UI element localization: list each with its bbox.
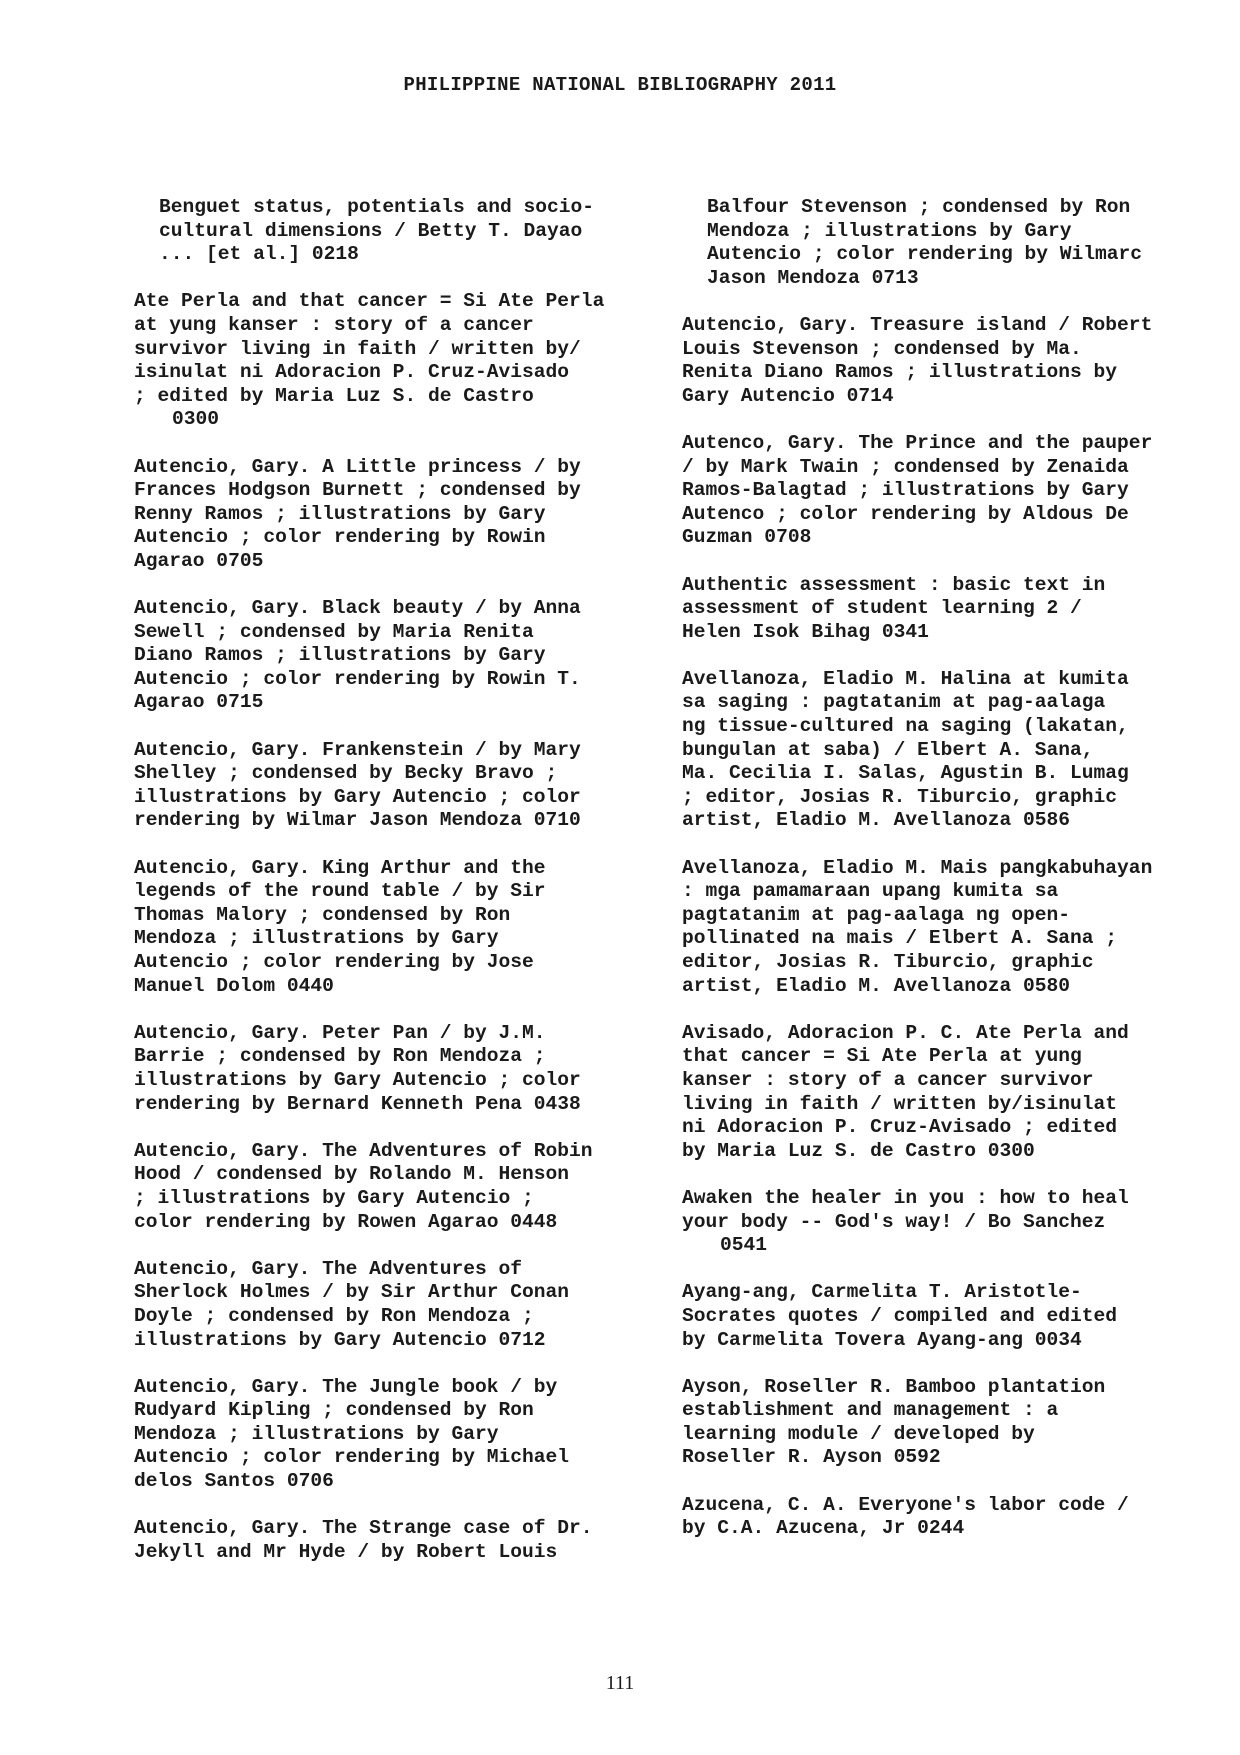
entry-heading-line: Azucena, C. A. Everyone's labor code / [682, 1493, 1129, 1516]
entry-line: Benguet status, potentials and socio- [159, 196, 595, 218]
bibliography-entry [134, 597, 654, 715]
page-number: 111 [605, 1672, 635, 1694]
entry-line: Sewell ; condensed by Maria Renita [134, 620, 534, 643]
entry-line: 0541 [720, 1234, 768, 1257]
entry-line: Agarao 0705 [134, 549, 264, 572]
entry-line: illustrations by Gary Autencio 0712 [134, 1328, 546, 1351]
entry-line: Agarao 0715 [134, 691, 264, 714]
entry-line: rendering by Wilmar Jason Mendoza 0710 [134, 809, 581, 832]
entry-line: Louis Stevenson ; condensed by Ma. [682, 337, 1082, 360]
entry-line: Rudyard Kipling ; condensed by Ron [134, 1399, 534, 1422]
entry-line: Diano Ramos ; illustrations by Gary [134, 644, 546, 667]
entry-line: ni Adoracion P. Cruz-Avisado ; edited [682, 1116, 1118, 1139]
left-column [134, 196, 654, 1588]
entry-line: ng tissue-cultured na saging (lakatan, [682, 715, 1129, 738]
entry-line: survivor living in faith / written by/ [134, 337, 581, 360]
bibliography-entry [134, 1376, 654, 1494]
entry-line: bungulan at saba) / Elbert A. Sana, [682, 738, 1094, 761]
entry-line: by C.A. Azucena, Jr 0244 [682, 1517, 965, 1540]
entry-heading-line: Ate Perla and that cancer = Si Ate Perla [134, 290, 605, 313]
entry-line: pollinated na mais / Elbert A. Sana ; [682, 927, 1118, 950]
entry-line: pagtatanim at pag-aalaga ng open- [682, 903, 1071, 926]
entry-line: at yung kanser : story of a cancer [134, 313, 534, 336]
entry-line: ; illustrations by Gary Autencio ; [134, 1186, 534, 1209]
bibliography-entry [682, 196, 1202, 290]
entry-line: editor, Josias R. Tiburcio, graphic [682, 951, 1094, 973]
entry-line: Sherlock Holmes / by Sir Arthur Conan [134, 1281, 570, 1304]
entry-line: artist, Eladio M. Avellanoza 0586 [682, 809, 1071, 832]
bibliography-entry [134, 1258, 654, 1352]
entry-heading-line: Avisado, Adoracion P. C. Ate Perla and [682, 1021, 1129, 1044]
bibliography-entry [134, 739, 654, 833]
bibliography-entry [682, 432, 1202, 550]
entry-line: cultural dimensions / Betty T. Dayao [159, 219, 583, 242]
entry-heading-line: Authentic assessment : basic text in [682, 573, 1106, 596]
entry-line: / by Mark Twain ; condensed by Zenaida [682, 455, 1129, 478]
entry-heading-line: Autencio, Gary. Treasure island / Robert [682, 313, 1153, 336]
entry-line: assessment of student learning 2 / [682, 597, 1082, 620]
entry-heading-line: Autencio, Gary. The Strange case of Dr. [134, 1517, 593, 1540]
bibliography-entry [682, 857, 1202, 999]
entry-line: living in faith / written by/isinulat [682, 1092, 1118, 1115]
bibliography-entry [134, 1517, 654, 1564]
entry-line: ; editor, Josias R. Tiburcio, graphic [682, 785, 1118, 808]
entry-line: isinulat ni Adoracion P. Cruz-Avisado [134, 361, 570, 384]
entry-heading-line: Autencio, Gary. Peter Pan / by J.M. [134, 1021, 546, 1044]
right-column [682, 196, 1202, 1564]
entry-line: Ramos-Balagtad ; illustrations by Gary [682, 479, 1129, 502]
entry-heading-line: Avellanoza, Eladio M. Halina at kumita [682, 667, 1129, 690]
bibliography-entry [682, 574, 1202, 645]
bibliography-entry [682, 1281, 1202, 1352]
entry-line: that cancer = Si Ate Perla at yung [682, 1045, 1082, 1068]
bibliography-entry [682, 1022, 1202, 1164]
entry-line: Ma. Cecilia I. Salas, Agustin B. Lumag [682, 762, 1129, 785]
entry-line: artist, Eladio M. Avellanoza 0580 [682, 974, 1071, 997]
entry-line: ... [et al.] 0218 [159, 243, 359, 266]
bibliography-entry [134, 1022, 654, 1116]
entry-heading-line: Autencio, Gary. A Little princess / by [134, 455, 581, 478]
entry-heading-line: Awaken the healer in you : how to heal [682, 1186, 1129, 1209]
entry-line: Socrates quotes / compiled and edited [682, 1304, 1118, 1327]
bibliography-entry [682, 668, 1202, 833]
entry-line: Mendoza ; illustrations by Gary [134, 1422, 499, 1445]
entry-line: Barrie ; condensed by Ron Mendoza ; [134, 1045, 546, 1068]
entry-heading-line: Autencio, Gary. Black beauty / by Anna [134, 597, 581, 620]
entry-line: color rendering by Rowen Agarao 0448 [134, 1210, 558, 1233]
entry-line: Doyle ; condensed by Ron Mendoza ; [134, 1304, 534, 1327]
bibliography-entry [682, 1187, 1202, 1258]
entry-heading-line: Autencio, Gary. Frankenstein / by Mary [134, 738, 581, 761]
entry-line: Autenco ; color rendering by Aldous De [682, 502, 1129, 525]
entry-line: establishment and management : a [682, 1399, 1059, 1422]
entry-line: Renny Ramos ; illustrations by Gary [134, 502, 546, 525]
entry-line: 0300 [172, 408, 220, 431]
entry-heading-line: Ayson, Roseller R. Bamboo plantation [682, 1375, 1106, 1398]
entry-line: Jason Mendoza 0713 [707, 266, 919, 289]
bibliography-entry [134, 1140, 654, 1234]
bibliography-entry [134, 290, 654, 432]
bibliography-entry [134, 857, 654, 999]
entry-heading-line: Ayang-ang, Carmelita T. Aristotle- [682, 1281, 1082, 1304]
entry-line: your body -- God's way! / Bo Sanchez [682, 1210, 1106, 1233]
entry-line: Frances Hodgson Burnett ; condensed by [134, 479, 581, 502]
bibliography-entry [682, 1494, 1202, 1541]
entry-line: by Maria Luz S. de Castro 0300 [682, 1139, 1035, 1162]
entry-line: delos Santos 0706 [134, 1470, 334, 1493]
entry-line: Guzman 0708 [682, 526, 812, 549]
entry-line: rendering by Bernard Kenneth Pena 0438 [134, 1092, 581, 1115]
entry-heading-line: Avellanoza, Eladio M. Mais pangkabuhayan [682, 856, 1153, 879]
entry-line: legends of the round table / by Sir [134, 880, 546, 903]
entry-line: illustrations by Gary Autencio ; color [134, 785, 581, 808]
entry-line: Shelley ; condensed by Becky Bravo ; [134, 762, 558, 785]
entry-line: by Carmelita Tovera Ayang-ang 0034 [682, 1328, 1082, 1351]
entry-line: Autencio ; color rendering by Rowin T. [134, 667, 581, 690]
entry-line: Jekyll and Mr Hyde / by Robert Louis [134, 1540, 558, 1563]
entry-line: Mendoza ; illustrations by Gary [707, 219, 1072, 242]
entry-line: Thomas Malory ; condensed by Ron [134, 903, 511, 926]
entry-line: kanser : story of a cancer survivor [682, 1068, 1094, 1091]
entry-line: Hood / condensed by Rolando M. Henson [134, 1163, 570, 1186]
entry-line: illustrations by Gary Autencio ; color [134, 1068, 581, 1091]
entry-line: learning module / developed by [682, 1422, 1035, 1445]
entry-line: Renita Diano Ramos ; illustrations by [682, 361, 1118, 384]
entry-heading-line: Autencio, Gary. The Adventures of Robin [134, 1139, 593, 1162]
entry-heading-line: Autencio, Gary. The Adventures of [134, 1257, 523, 1280]
entry-line: Gary Autencio 0714 [682, 384, 894, 407]
bibliography-entry [134, 196, 654, 267]
entry-line: ; edited by Maria Luz S. de Castro [134, 384, 534, 407]
entry-line: Balfour Stevenson ; condensed by Ron [707, 196, 1131, 218]
bibliography-entry [134, 456, 654, 574]
entry-line: Helen Isok Bihag 0341 [682, 620, 929, 643]
entry-heading-line: Autenco, Gary. The Prince and the pauper [682, 431, 1153, 454]
entry-line: Autencio ; color rendering by Wilmarc [707, 243, 1143, 266]
entry-line: Roseller R. Ayson 0592 [682, 1446, 941, 1469]
entry-line: Autencio ; color rendering by Michael [134, 1446, 570, 1469]
bibliography-entry [682, 1376, 1202, 1470]
entry-line: sa saging : pagtatanim at pag-aalaga [682, 691, 1106, 714]
entry-line: Mendoza ; illustrations by Gary [134, 927, 499, 950]
entry-line: Manuel Dolom 0440 [134, 974, 334, 997]
entry-heading-line: Autencio, Gary. King Arthur and the [134, 856, 546, 879]
bibliography-entry [682, 314, 1202, 408]
entry-line: Autencio ; color rendering by Rowin [134, 526, 546, 549]
entry-line: Autencio ; color rendering by Jose [134, 951, 534, 973]
running-header: PHILIPPINE NATIONAL BIBLIOGRAPHY 2011 [403, 74, 837, 96]
entry-heading-line: Autencio, Gary. The Jungle book / by [134, 1375, 558, 1398]
entry-line: : mga pamamaraan upang kumita sa [682, 880, 1059, 903]
